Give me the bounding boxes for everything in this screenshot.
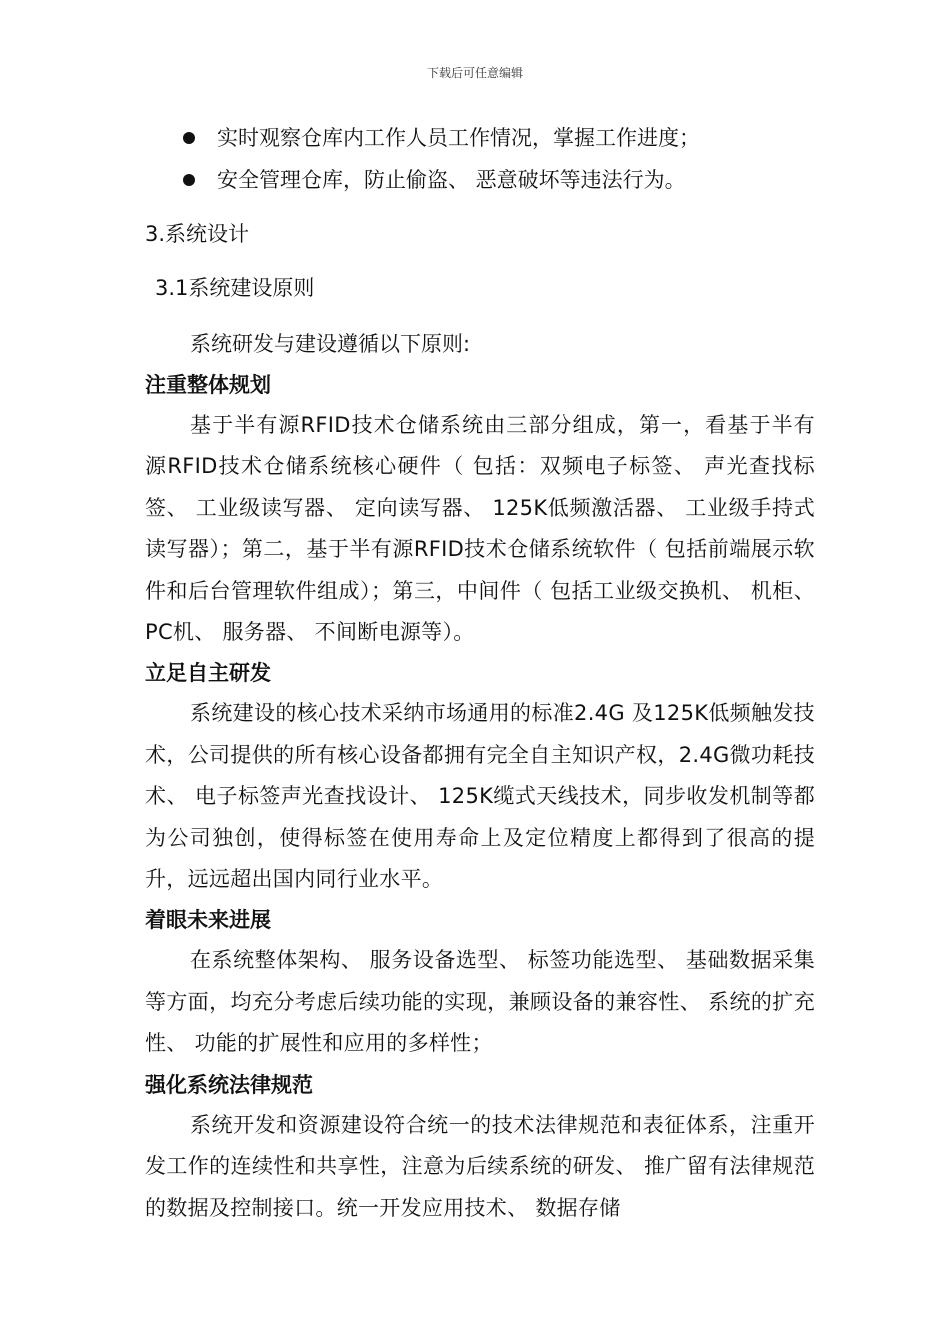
principle-body: 系统开发和资源建设符合统一的技术法律规范和表征体系，注重开发工作的连续性和共享性，注意为后续系统的研发、 推广留有法律规范的数据及控制接口。统一开发应用技术、 数据存储 [145, 1112, 815, 1220]
principle-heading: 着眼未来进展 [145, 908, 271, 933]
principle-body: 在系统整体架构、 服务设备选型、 标签功能选型、 基础数据采集等方面，均充分考虑后续功能的实现，兼顾设备的兼容性、 系统的扩充性、 功能的扩展性和应用的多样性； [145, 948, 815, 1056]
bullet-item [145, 159, 815, 201]
page-header: 下载后可任意编辑 [426, 66, 523, 80]
principle-body: 基于半有源RFID技术仓储系统由三部分组成，第一，看基于半有源RFID技术仓储系统核心硬件（ 包括：双频电子标签、 声光查找标签、 工业级读写器、 定向读写器、 125K低频激活器、 工业级手持式读写器）；第二，基于半有源RFID技术仓储系统软件（ 包括前端展示软件和后台管理软件组成）；第三，中间件（ 包括工业级交换机、 机柜、 PC机、 服务器、 不间断电源等）。 [145, 413, 815, 645]
principle-heading: 注重整体规划 [145, 373, 271, 397]
bullet-dot-icon [183, 132, 195, 144]
document-body [145, 117, 815, 1229]
section-intro: 系统研发与建设遵循以下原则: [190, 332, 471, 356]
section-title: 3.系统设计 [145, 222, 250, 246]
principle-body: 系统建设的核心技术采纳市场通用的标准2.4G 及125K低频触发技术，公司提供的所有核心设备都拥有完全自主知识产权，2.4G微功耗技术、 电子标签声光查找设计、 125K缆式天线技术，同步收发机制等都为公司独创，使得标签在使用寿命上及定位精度上都得到了很高的提升，远远超出国内同行业水平。 [145, 701, 815, 892]
bullet-dot-icon [183, 174, 195, 186]
principle-heading: 立足自主研发 [145, 661, 271, 686]
bullet-item [145, 117, 815, 159]
subsection-title: 3.1系统建设原则 [155, 276, 315, 300]
principle-heading: 强化系统法律规范 [145, 1072, 313, 1097]
bullet-text: 实时观察仓库内工作人员工作情况，掌握工作进度； [217, 126, 700, 150]
bullet-text: 安全管理仓库，防止偷盗、 恶意破坏等违法行为。 [217, 168, 686, 192]
